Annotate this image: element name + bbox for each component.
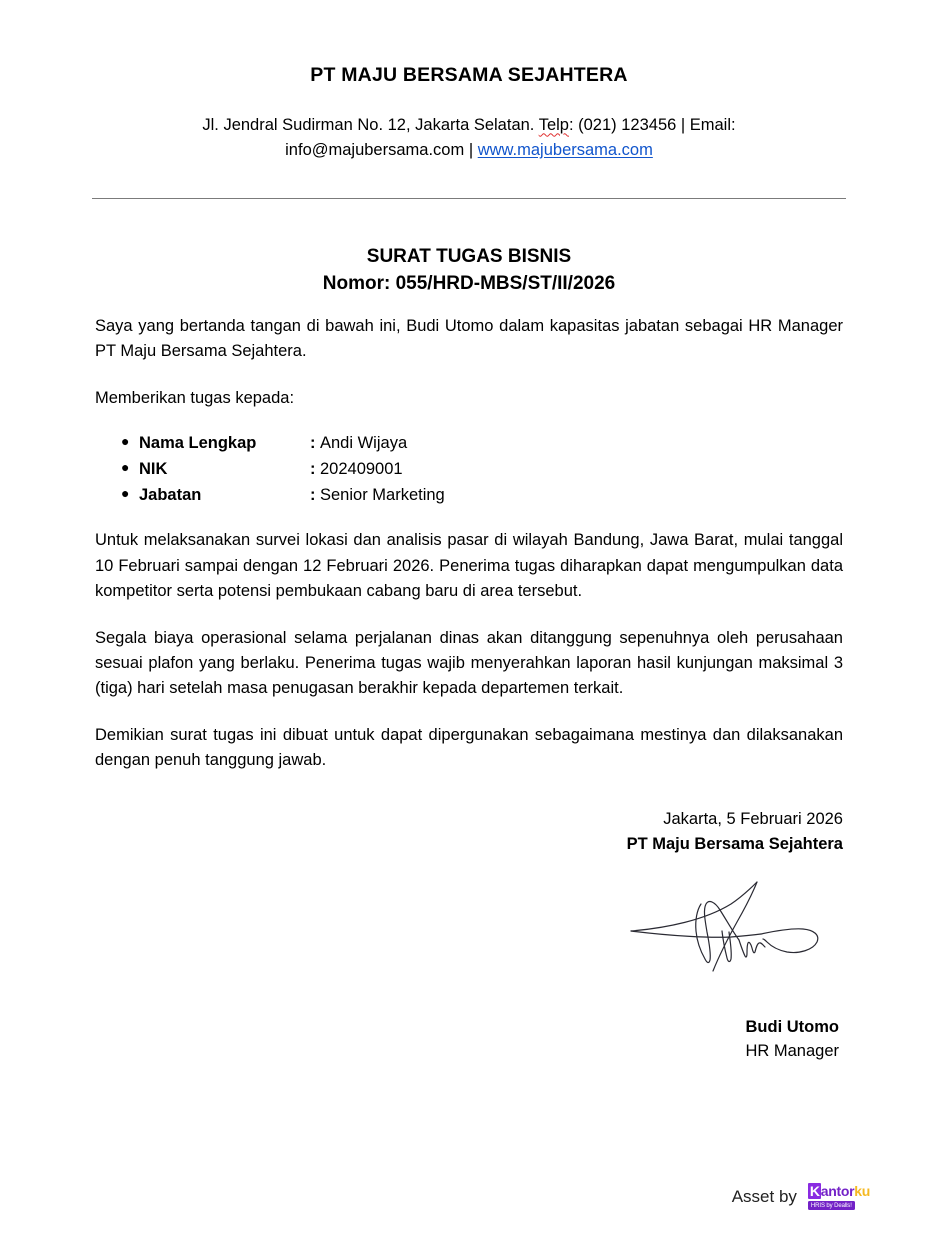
document-body <box>95 298 843 773</box>
header-divider <box>92 198 846 199</box>
assignee-field-label: Nama Lengkap <box>139 434 257 453</box>
assignee-field-label: NIK <box>139 460 168 479</box>
kantorku-logo-k: K <box>809 1183 820 1199</box>
paragraph-assign-lead: Memberikan tugas kepada: <box>95 389 295 408</box>
signature-block <box>95 795 843 1064</box>
kantorku-logo-tagline: HRIS by Dealls! <box>808 1201 855 1210</box>
assignee-field-colon: : <box>310 460 316 479</box>
company-website-link[interactable]: www.majubersama.com <box>477 141 653 160</box>
kantorku-logo-wordmark <box>808 1183 870 1199</box>
signature-place-date: Jakarta, 5 Februari 2026 <box>663 810 843 829</box>
bullet-icon: ● <box>121 433 130 450</box>
assignee-field-colon: : <box>310 434 316 453</box>
company-email: info@majubersama.com <box>285 141 465 160</box>
telp-label-misspelled: Telp <box>538 116 569 135</box>
assignee-field-value: Andi Wijaya <box>320 434 408 453</box>
paragraph-cost-policy: Segala biaya operasional selama perjalanan dinas akan ditanggung sepenuhnya oleh perusahaan sesuai plafon yang berlaku. Penerima tugas wajib menyerahkan laporan hasil kunjungan maksimal 3 (tiga) hari setelah masa penugasan berakhir kepada departemen terkait. <box>95 628 843 697</box>
signatory-role: HR Manager <box>745 1042 839 1061</box>
kantorku-logo-antor: antor <box>820 1183 855 1199</box>
list-item <box>121 483 843 508</box>
company-name: PT MAJU BERSAMA SEJAHTERA <box>310 64 628 86</box>
letterhead <box>0 0 938 199</box>
assignee-field-label: Jabatan <box>139 486 202 505</box>
document-title-line1: SURAT TUGAS BISNIS <box>366 245 572 267</box>
telp-number: : (021) 123456 | Email: <box>568 116 736 135</box>
signatory-name: Budi Utomo <box>745 1017 839 1036</box>
list-item <box>121 457 843 482</box>
signature-company: PT Maju Bersama Sejahtera <box>626 834 843 853</box>
footer-asset-credit <box>732 1183 870 1210</box>
assignee-field-value: 202409001 <box>320 460 403 479</box>
assignee-info-list <box>95 431 843 508</box>
bullet-icon: ● <box>121 459 130 476</box>
handwritten-signature-icon <box>627 874 837 979</box>
kantorku-logo <box>808 1183 870 1210</box>
company-address: Jl. Jendral Sudirman No. 12, Jakarta Selatan. <box>202 116 535 135</box>
list-item <box>121 431 843 456</box>
assignee-field-colon: : <box>310 486 316 505</box>
kantorku-logo-ku: ku <box>854 1183 870 1199</box>
company-contact-line <box>119 113 819 163</box>
asset-by-label: Asset by <box>731 1186 797 1206</box>
signature-image <box>95 873 843 981</box>
paragraph-closing: Demikian surat tugas ini dibuat untuk dapat dipergunakan sebagaimana mestinya dan dilaksanakan dengan penuh tanggung jawab. <box>95 725 843 769</box>
contact-separator: | <box>468 141 474 160</box>
document-number: Nomor: 055/HRD-MBS/ST/II/2026 <box>322 273 616 295</box>
paragraph-task-detail: Untuk melaksanakan survei lokasi dan analisis pasar di wilayah Bandung, Jawa Barat, mulai tanggal 10 Februari sampai dengan 12 Februari 2026. Penerima tugas diharapkan dapat mengumpulkan data kompetitor serta potensi pembukaan cabang baru di area tersebut. <box>95 531 843 600</box>
bullet-icon: ● <box>121 485 130 502</box>
assignee-field-value: Senior Marketing <box>320 486 445 505</box>
document-title <box>0 243 938 298</box>
paragraph-intro: Saya yang bertanda tangan di bawah ini, Budi Utomo dalam kapasitas jabatan sebagai HR Manager PT Maju Bersama Sejahtera. <box>95 316 843 361</box>
